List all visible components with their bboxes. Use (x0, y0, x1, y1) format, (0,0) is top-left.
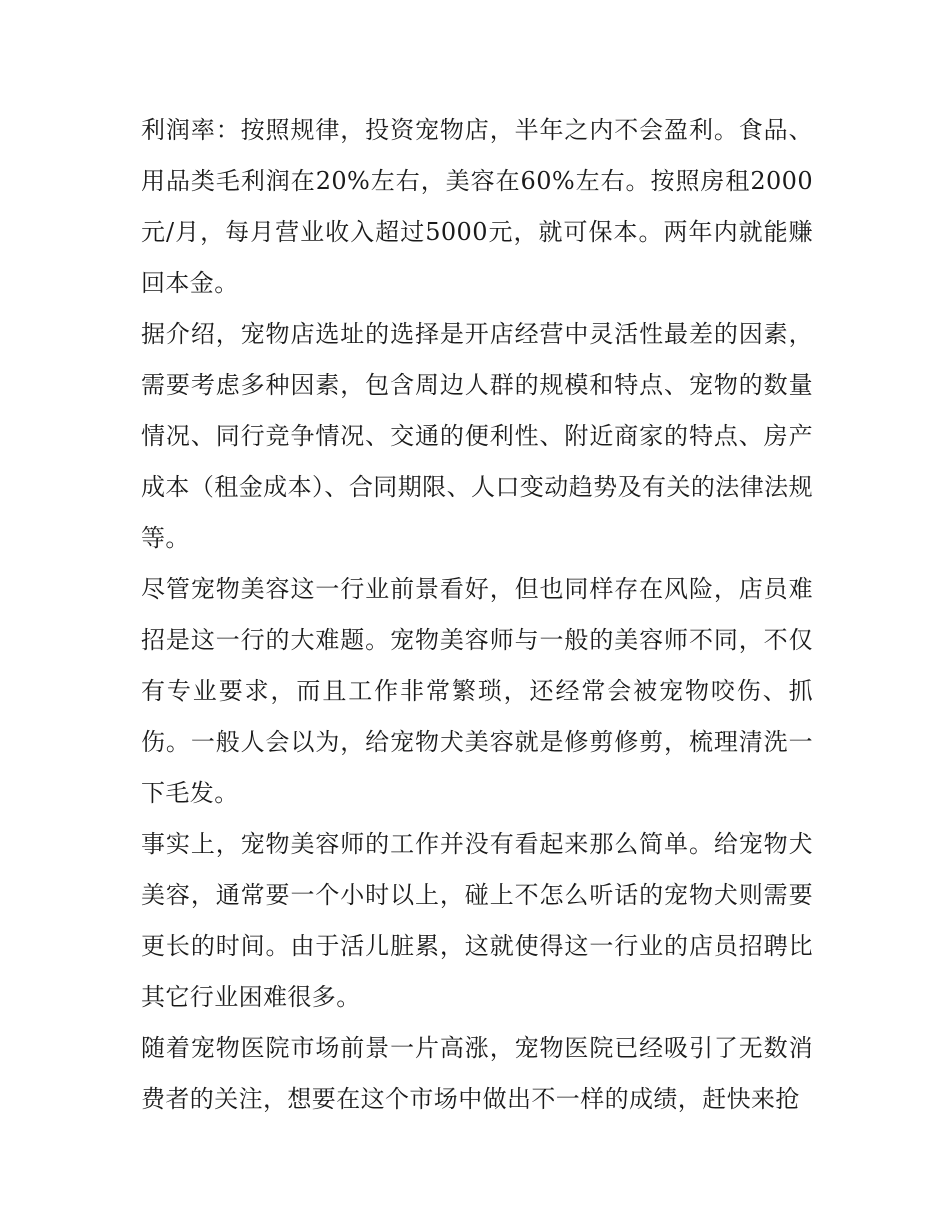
paragraph-pet-hospital-market: 随着宠物医院市场前景一片高涨，宠物医院已经吸引了无数消费者的关注，想要在这个市场中做出不一样的成绩，赶快来抢 (141, 1034, 813, 1113)
paragraph-profit-margin: 利润率：按照规律，投资宠物店，半年之内不会盈利。食品、用品类毛利润在20%左右，美容在60%左右。按照房租2000元/月，每月营业收入超过5000元，就可保本。两年内就能赚回本金。 (141, 116, 813, 297)
paragraph-staff-risk: 尽管宠物美容这一行业前景看好，但也同样存在风险，店员难招是这一行的大难题。宠物美容师与一般的美容师不同，不仅有专业要求，而且工作非常繁琐，还经常会被宠物咬伤、抓伤。一般人会以为，给宠物犬美容就是修剪修剪，梳理清洗一下毛发。 (141, 575, 813, 807)
paragraph-store-location: 据介绍，宠物店选址的选择是开店经营中灵活性最差的因素，需要考虑多种因素，包含周边人群的规模和特点、宠物的数量情况、同行竞争情况、交通的便利性、附近商家的特点、房产成本（租金成本）、合同期限、人口变动趋势及有关的法律法规等。 (141, 320, 813, 552)
document-page (141, 105, 813, 1125)
paragraph-groomer-work: 事实上，宠物美容师的工作并没有看起来那么简单。给宠物犬美容，通常要一个小时以上，碰上不怎么听话的宠物犬则需要更长的时间。由于活儿脏累，这就使得这一行业的店员招聘比其它行业困难很多。 (141, 830, 813, 1011)
